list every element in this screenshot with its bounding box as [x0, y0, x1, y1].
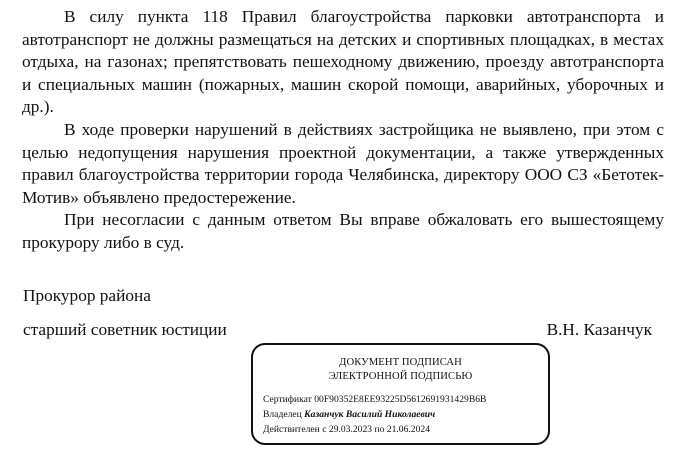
signatory-title: Прокурор района	[23, 286, 151, 305]
validity-from-word: с	[322, 424, 327, 435]
valid-from-date: 29.03.2023	[328, 424, 373, 435]
stamp-certificate-line	[263, 394, 486, 406]
certificate-label: Сертификат	[263, 394, 312, 405]
validity-to-word: по	[374, 424, 385, 435]
stamp-heading-line2: ЭЛЕКТРОННОЙ ПОДПИСЬЮ	[328, 371, 473, 382]
electronic-signature-stamp	[251, 343, 550, 445]
valid-to-date: 21.06.2024	[386, 424, 430, 435]
stamp-validity-line	[263, 424, 430, 436]
paragraph-inspection-result: В ходе проверки нарушений в действиях застройщика не выявлено, при этом с целью недопущения нарушения проектной документации, а также утвержденных правил благоустройства территории города Челябинска, директору ООО СЗ «Бетотек-Мотив» объявлено предостережение.	[22, 119, 664, 207]
owner-label: Владелец	[263, 409, 302, 420]
paragraph-appeal-rights: При несогласии с данным ответом Вы вправе обжаловать его вышестоящему прокурору либо в суд.	[22, 210, 664, 252]
signatory-rank: старший советник юстиции	[23, 320, 227, 339]
stamp-heading-line1: ДОКУМЕНТ ПОДПИСАН	[339, 357, 462, 368]
certificate-value: 00F90352E8EE93225D5612691931429B6B	[314, 394, 487, 405]
stamp-heading	[253, 356, 548, 384]
letter-body	[22, 6, 664, 255]
stamp-owner-line	[263, 409, 435, 421]
validity-label: Действителен	[263, 424, 320, 435]
paragraph-parking-rules: В силу пункта 118 Правил благоустройства парковки автотранспорта и автотранспорт не должны размещаться на детских и спортивных площадках, в местах отдыха, на газонах; препятствовать пешеходному движению, проезду автотранспорта и специальных машин (пожарных, машин скорой помощи, аварийных, уборочных и др.).	[22, 7, 664, 117]
signatory-name: В.Н. Казанчук	[546, 320, 652, 339]
owner-value: Казанчук Василий Николаевич	[304, 409, 436, 420]
